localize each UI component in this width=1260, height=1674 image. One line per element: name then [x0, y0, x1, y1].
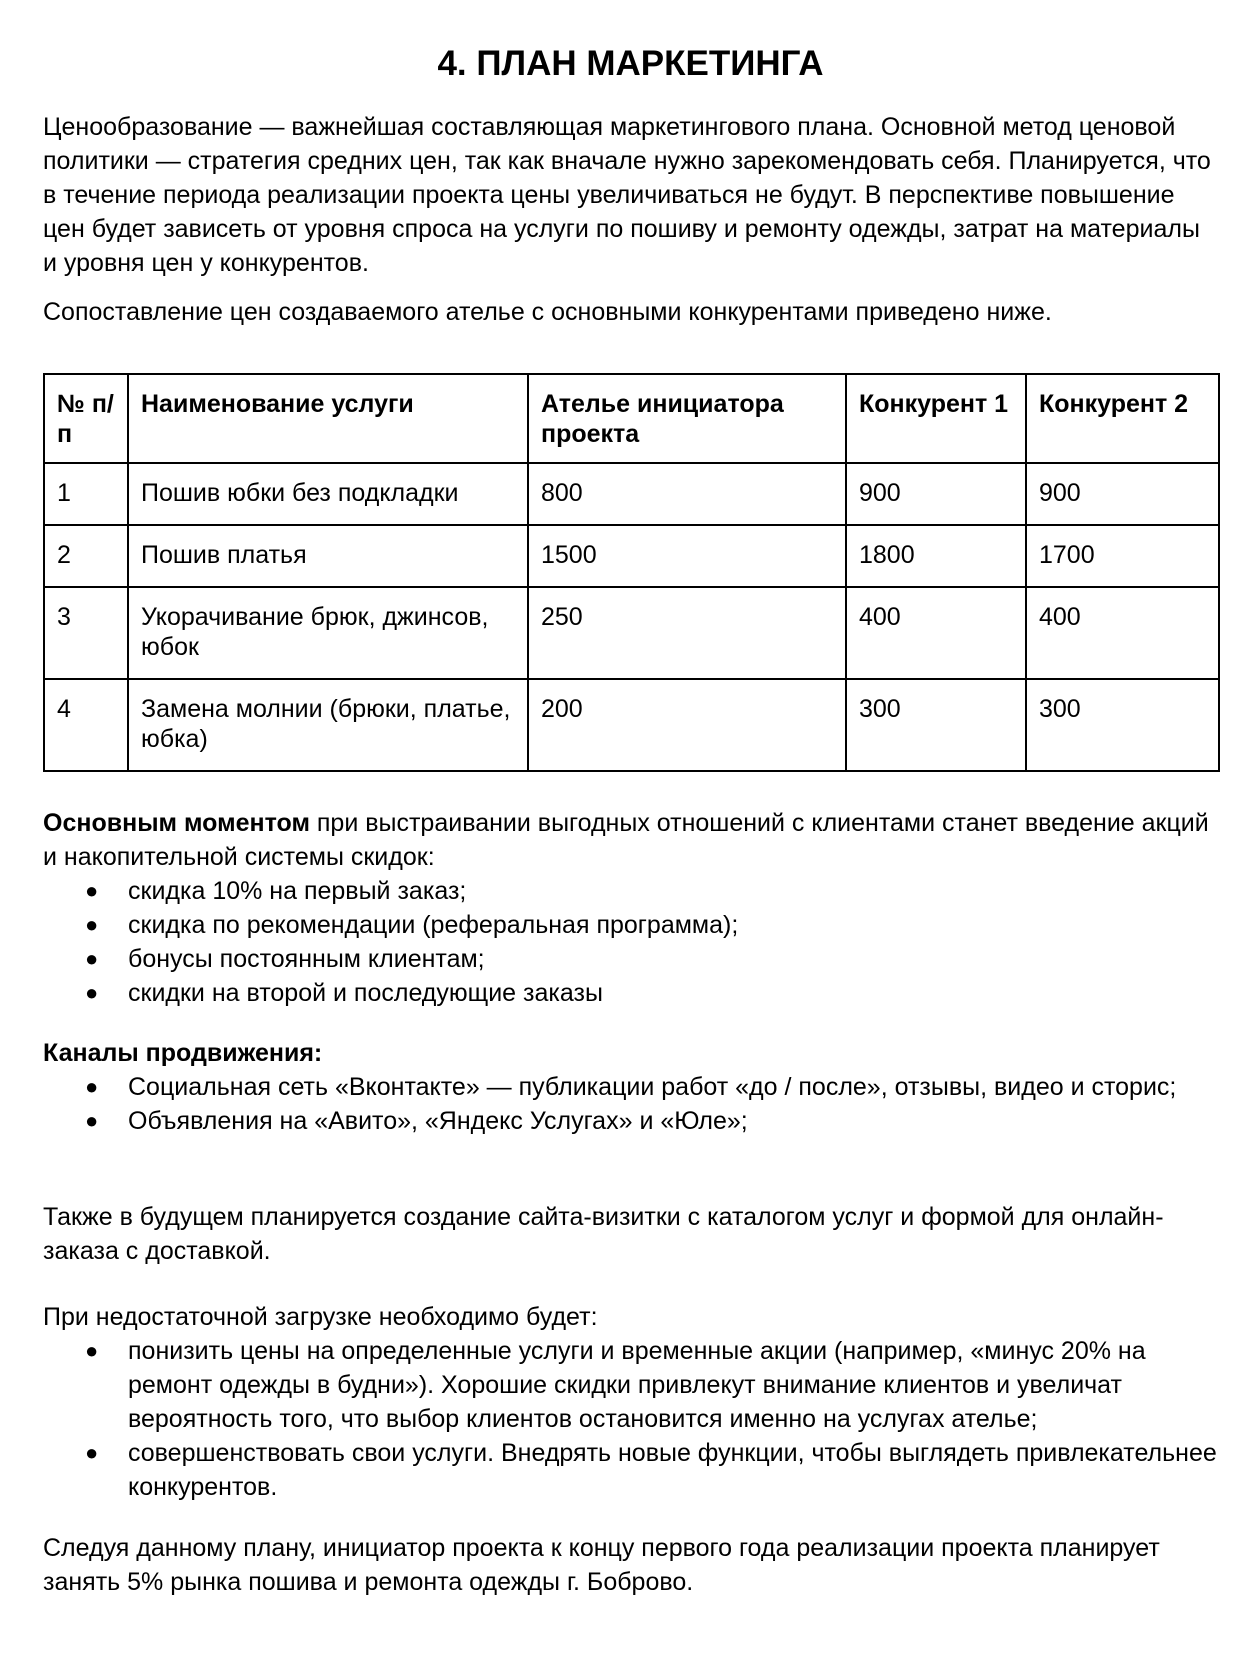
- header-competitor-1: Конкурент 1: [846, 374, 1026, 463]
- comparison-intro: Сопоставление цен создаваемого ателье с основными конкурентами приведено ниже.: [43, 298, 1052, 326]
- list-item: [43, 874, 1218, 908]
- intro-paragraph: Ценообразование — важнейшая составляющая маркетингового плана. Основной метод ценовой политики — стратегия средних цен, так как вначале нужно зарекомендовать себя. Планируется, что в течение периода реализации проекта цены увеличиваться не будут. В перспективе повышение цен будет зависеть от уровня спроса на услуги по пошиву и ремонту одежды, затрат на материалы и уровня цен у конкурентов.: [43, 113, 1211, 277]
- cell-own-price: 800: [528, 463, 846, 525]
- cell-competitor-1-price: 1800: [846, 525, 1026, 587]
- promo-list: [43, 874, 1218, 1010]
- cell-number: 3: [44, 587, 128, 679]
- bullet-icon: ●: [85, 912, 99, 937]
- list-item-text: скидка 10% на первый заказ;: [128, 877, 467, 905]
- list-item-text: Социальная сеть «Вконтакте» — публикации работ «до / после», отзывы, видео и сторис;: [128, 1073, 1177, 1101]
- promo-lead-bold: Основным моментом: [43, 809, 310, 837]
- channels-list: [43, 1070, 1218, 1138]
- bullet-icon: ●: [85, 946, 99, 971]
- cell-competitor-1-price: 900: [846, 463, 1026, 525]
- future-paragraph: Также в будущем планируется создание сайта-визитки с каталогом услуг и формой для онлайн-заказа с доставкой.: [43, 1203, 1164, 1265]
- table-row: [44, 525, 1219, 587]
- list-item: [43, 976, 1218, 1010]
- page-title: 4. ПЛАН МАРКЕТИНГА: [437, 44, 824, 83]
- low-load-lead: При недостаточной загрузке необходимо будет:: [43, 1303, 598, 1331]
- list-item-text: совершенствовать свои услуги. Внедрять новые функции, чтобы выглядеть привлекательнее конкурентов.: [128, 1439, 1217, 1501]
- cell-number: 2: [44, 525, 128, 587]
- list-item-text: скидки на второй и последующие заказы: [128, 979, 603, 1007]
- cell-competitor-2-price: 300: [1026, 679, 1219, 771]
- header-service: Наименование услуги: [128, 374, 528, 463]
- list-item: [43, 1436, 1218, 1504]
- list-item: [43, 1334, 1218, 1436]
- list-item: [43, 1070, 1218, 1104]
- conclusion-paragraph: Следуя данному плану, инициатор проекта к концу первого года реализации проекта планирует занять 5% рынка пошива и ремонта одежды г. Боброво.: [43, 1534, 1160, 1596]
- cell-own-price: 1500: [528, 525, 846, 587]
- bullet-icon: ●: [85, 878, 99, 903]
- list-item: [43, 1104, 1218, 1138]
- bullet-icon: ●: [85, 1074, 99, 1099]
- cell-competitor-2-price: 900: [1026, 463, 1219, 525]
- bullet-icon: ●: [85, 1440, 99, 1465]
- cell-number: 4: [44, 679, 128, 771]
- bullet-icon: ●: [85, 1338, 99, 1363]
- channels-heading-text: Каналы продвижения:: [43, 1039, 323, 1067]
- header-number: № п/п: [44, 374, 128, 463]
- list-item-text: Объявления на «Авито», «Яндекс Услугах» и «Юле»;: [128, 1107, 748, 1135]
- cell-own-price: 200: [528, 679, 846, 771]
- list-item: [43, 942, 1218, 976]
- cell-competitor-1-price: 300: [846, 679, 1026, 771]
- cell-competitor-1-price: 400: [846, 587, 1026, 679]
- promo-lead: [43, 806, 1218, 874]
- price-comparison-table: [43, 373, 1220, 772]
- cell-competitor-2-price: 1700: [1026, 525, 1219, 587]
- low-load-list: [43, 1334, 1218, 1504]
- cell-own-price: 250: [528, 587, 846, 679]
- table-row: [44, 587, 1219, 679]
- list-item-text: понизить цены на определенные услуги и временные акции (например, «минус 20% на ремонт одежды в будни»). Хорошие скидки привлекут внимание клиентов и увеличат вероятность того, что выбор клиентов остановится именно на услугах ателье;: [128, 1337, 1146, 1433]
- header-competitor-2: Конкурент 2: [1026, 374, 1219, 463]
- cell-service: Замена молнии (брюки, платье, юбка): [128, 679, 528, 771]
- list-item-text: бонусы постоянным клиентам;: [128, 945, 485, 973]
- cell-service: Пошив юбки без подкладки: [128, 463, 528, 525]
- bullet-icon: ●: [85, 1108, 99, 1133]
- cell-number: 1: [44, 463, 128, 525]
- list-item: [43, 908, 1218, 942]
- promo-lead-text: при выстраивании выгодных отношений с клиентами станет введение акций и накопительной системы скидок:: [43, 809, 1209, 871]
- table-row: [44, 463, 1219, 525]
- bullet-icon: ●: [85, 980, 99, 1005]
- cell-service: Укорачивание брюк, джинсов, юбок: [128, 587, 528, 679]
- cell-competitor-2-price: 400: [1026, 587, 1219, 679]
- table-row: [44, 679, 1219, 771]
- table-header-row: [44, 374, 1219, 463]
- list-item-text: скидка по рекомендации (реферальная программа);: [128, 911, 739, 939]
- channels-heading: [43, 1036, 1218, 1070]
- cell-service: Пошив платья: [128, 525, 528, 587]
- header-own-atelier: Ателье инициатора проекта: [528, 374, 846, 463]
